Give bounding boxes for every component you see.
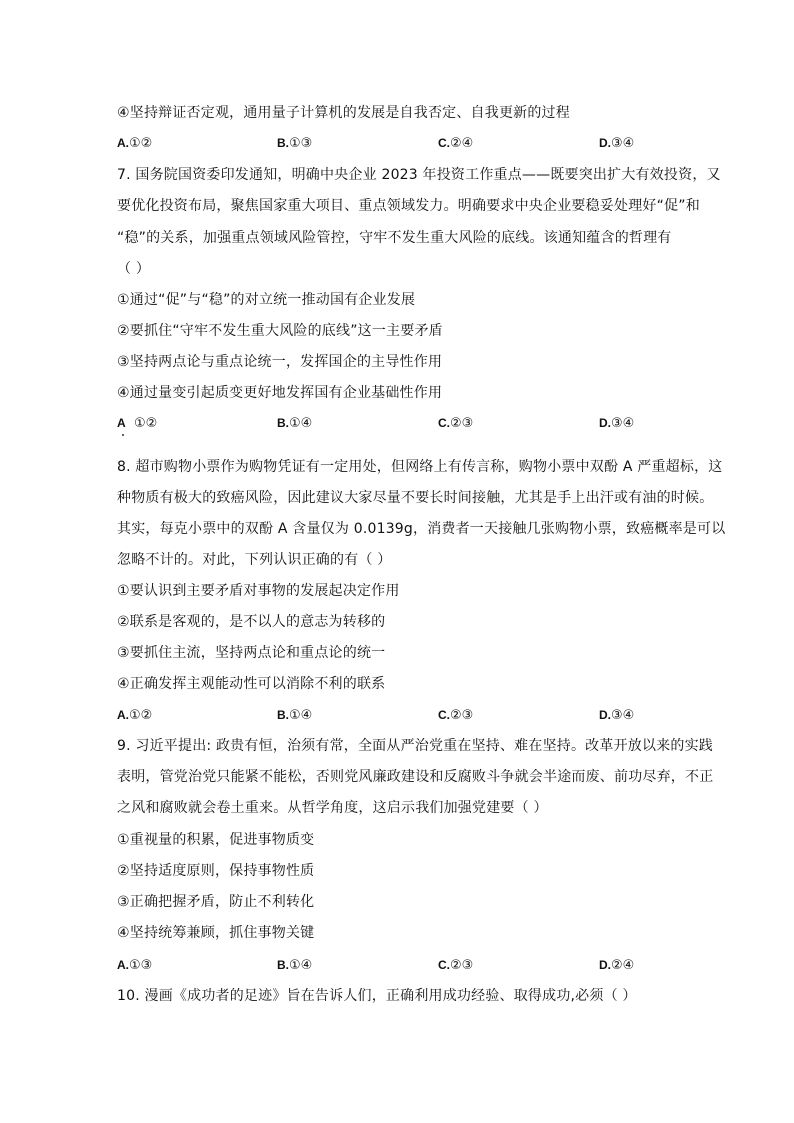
q6-choice-d[interactable] <box>599 133 634 154</box>
q8-stem-line-4: 忽略不计的。对此，下列认识正确的有（ ） <box>117 552 392 568</box>
q9-option-1: ①重视量的积累，促进事物质变 <box>117 832 315 848</box>
choice-letter: D. <box>599 416 611 430</box>
choice-text: ③④ <box>611 708 635 723</box>
choice-letter: C. <box>438 958 450 972</box>
choice-letter: B. <box>277 416 289 430</box>
choice-text: ①④ <box>289 416 313 431</box>
choice-text: ②③ <box>450 708 474 723</box>
q9-option-2: ②坚持适度原则，保持事物性质 <box>117 863 315 879</box>
q7-choice-d[interactable] <box>599 413 634 434</box>
choice-text: ①③ <box>129 958 153 973</box>
choice-letter: B. <box>277 958 289 972</box>
q8-option-4: ④正确发挥主观能动性可以消除不利的联系 <box>117 676 386 692</box>
q9-choice-c[interactable] <box>438 955 473 976</box>
q6-choice-c[interactable] <box>438 133 473 154</box>
choice-text: ②③ <box>450 416 474 431</box>
q8-choice-a[interactable] <box>117 705 152 726</box>
stray-dot <box>122 434 124 436</box>
q8-choice-d[interactable] <box>599 705 634 726</box>
q8-choice-c[interactable] <box>438 705 473 726</box>
q6-choice-a[interactable] <box>117 133 152 154</box>
choice-letter: C. <box>438 136 450 150</box>
q7-option-4: ④通过量变引起质变更好地发挥国有企业基础性作用 <box>117 385 443 401</box>
choice-letter: A. <box>117 708 129 722</box>
q9-option-4: ④坚持统筹兼顾，抓住事物关键 <box>117 925 315 941</box>
choice-text: ②④ <box>611 958 635 973</box>
q7-choice-a[interactable] <box>117 413 157 434</box>
q8-stem-line-3: 其实，每克小票中的双酚 A 含量仅为 0.0139g，消费者一天接触几张购物小票，致癌概率是可以 <box>117 521 726 537</box>
q6-choice-b[interactable] <box>277 133 312 154</box>
q10-stem: 10. 漫画《成功者的足迹》旨在告诉人们，正确利用成功经验、取得成功,必须（ ） <box>117 988 637 1004</box>
q7-choice-b[interactable] <box>277 413 312 434</box>
q9-choice-b[interactable] <box>277 955 312 976</box>
q8-choice-b[interactable] <box>277 705 312 726</box>
choice-text: ①② <box>129 136 153 151</box>
q7-choice-c[interactable] <box>438 413 473 434</box>
q9-option-3: ③正确把握矛盾，防止不利转化 <box>117 894 315 910</box>
q8-stem-line-2: 种物质有极大的致癌风险，因此建议大家尽量不要长时间接触，尤其是手上出汗或有油的时候。 <box>117 490 714 506</box>
q8-option-3: ③要抓住主流，坚持两点论和重点论的统一 <box>117 645 386 661</box>
choice-text: ①③ <box>289 136 313 151</box>
choice-letter: A. <box>117 136 129 150</box>
q8-option-2: ②联系是客观的，是不以人的意志为转移的 <box>117 614 386 630</box>
choice-text: ①④ <box>289 958 313 973</box>
choice-letter: A <box>117 416 126 430</box>
q8-stem-line-1: 8. 超市购物小票作为购物凭证有一定用处，但网络上有传言称，购物小票中双酚 A 严重超标，这 <box>117 459 723 475</box>
choice-letter: B. <box>277 136 289 150</box>
q7-stem-line-1: 7. 国务院国资委印发通知，明确中央企业 2023 年投资工作重点——既要突出扩大有效投资，又 <box>117 167 721 183</box>
choice-letter: A. <box>117 958 129 972</box>
q9-choice-d[interactable] <box>599 955 634 976</box>
choice-letter: D. <box>599 708 611 722</box>
q7-option-1: ①通过“促”与“稳”的对立统一推动国有企业发展 <box>117 292 416 308</box>
choice-text: ①② <box>129 708 153 723</box>
choice-text: ③④ <box>611 136 635 151</box>
q7-stem-line-3: “稳”的关系，加强重点领域风险管控，守牢不发生重大风险的底线。该通知蕴含的哲理有 <box>117 230 672 246</box>
q9-stem-line-2: 表明，管党治党只能紧不能松，否则党风廉政建设和反腐败斗争就会半途而废、前功尽弃，不正 <box>117 769 714 785</box>
choice-letter: C. <box>438 416 450 430</box>
q9-choices <box>117 955 677 975</box>
choice-text: ①④ <box>289 708 313 723</box>
q7-option-2: ②要抓住“守牢不发生重大风险的底线”这一主要矛盾 <box>117 323 443 339</box>
q6-choices <box>117 133 677 153</box>
q7-option-3: ③坚持两点论与重点论统一，发挥国企的主导性作用 <box>117 354 443 370</box>
q7-stem-line-2: 要优化投资布局，聚焦国家重大项目、重点领域发力。明确要求中央企业要稳妥处理好“促”和 <box>117 198 700 214</box>
q8-choices <box>117 705 677 725</box>
q7-choices <box>117 413 677 433</box>
choice-letter: D. <box>599 958 611 972</box>
q6-option-4: ④坚持辩证否定观，通用量子计算机的发展是自我否定、自我更新的过程 <box>117 105 570 121</box>
choice-letter: B. <box>277 708 289 722</box>
choice-text: ①② <box>133 416 158 431</box>
q9-stem-line-1: 9. 习近平提出: 政贵有恒，治须有常，全面从严治党重在坚持、难在坚持。改革开放以来的实践 <box>117 738 713 754</box>
choice-text: ③④ <box>611 416 635 431</box>
q9-stem-line-3: 之风和腐败就会卷土重来。从哲学角度，这启示我们加强党建要（ ） <box>117 800 548 816</box>
choice-text: ②③ <box>450 958 474 973</box>
choice-text: ②④ <box>450 136 474 151</box>
q7-answer-blank: （ ） <box>117 261 151 277</box>
q8-option-1: ①要认识到主要矛盾对事物的发展起决定作用 <box>117 583 400 599</box>
choice-letter: C. <box>438 708 450 722</box>
q9-choice-a[interactable] <box>117 955 152 976</box>
choice-letter: D. <box>599 136 611 150</box>
